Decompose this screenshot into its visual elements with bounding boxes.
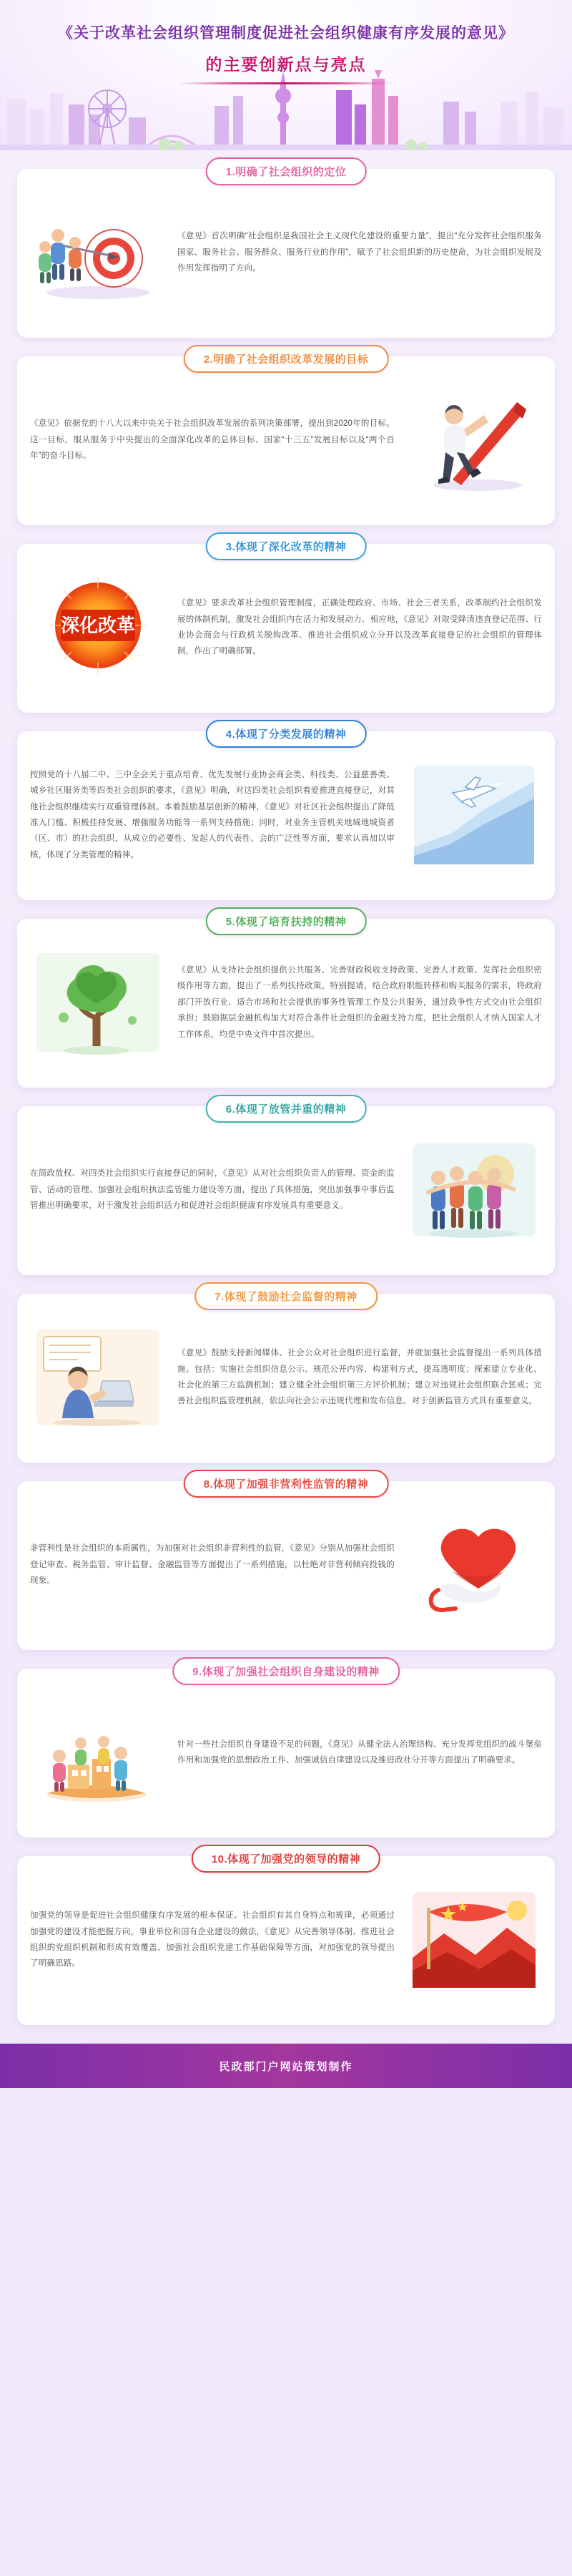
section-title-badge-6 — [206, 1095, 367, 1123]
section-card-4 — [17, 728, 555, 900]
section-card-2 — [17, 353, 555, 525]
section-card-5 — [17, 916, 555, 1088]
sections-container — [0, 150, 572, 2025]
section-title-8: 8.体现了加强非营利性监管的精神 — [203, 1478, 369, 1491]
section-title-badge-4 — [206, 720, 367, 748]
section-title-badge-1 — [206, 157, 367, 185]
section-card-10 — [17, 1853, 555, 2025]
page-title-line1: 《关于改革社会组织管理制度促进社会组织健康有序发展的意见》 — [58, 25, 514, 42]
section-text-1: 《意见》首次明确“社会组织是我国社会主义现代化建设的重要力量”，提出“充分发挥社会组织服务国家、服务社会、服务群众、服务行业的作用”，赋予了社会组织新的历史使命，为社会组织发展及作用发挥指明了方向。 — [177, 232, 542, 273]
deepen-reform-seal-icon — [30, 574, 166, 681]
header-title-wrap — [0, 0, 572, 84]
section-text-4: 按照党的十八届二中、三中全会关于重点培育、优先发展行业协会商会类、科技类、公益慈善类、城乡社区服务类等四类社会组织的要求，《意见》明确，对这四类社会组织着爱推进直接登记，对其他社会组织继续实行双重管理体制。本着鼓励基层创新的精神，《意见》对社区社会组织提出了降低准入门槛、积极挂持发展、增强服务功能等一系列支持措施；同时，对业务主管机关地域地城资者（区、市）的社会组织，从成立的必要性、发起人的代表性、会的广泛性等方面，要求认真加以审核，体现了分类管理的精神。 — [30, 770, 395, 859]
section-text-5: 《意见》从支持社会组织提供公共服务、完善财政税收支持政策、完善人才政策、发挥社会组织密级作用等方面，提出了一系列扶持政策。特别提请，结合政府职能转移和购买服务的需求，将政府部门开放行业、适合市场和社会提供的事务性管理工作及公共服务，通过政争性方式交由社会组织承担；鼓励据层金融机构加大对符合条件社会组织的金融支持力度，把社会组织人才纳入国家人才工作体系，均是中央文件中首次提出。 — [177, 965, 542, 1039]
section-card-6 — [17, 1103, 555, 1275]
section-text-2: 《意见》依据党的十八大以来中央关于社会组织改革发展的系列决策部署，提出到2020年的目标。这一目标，服从服务于中央提出的全面深化改革的总体目标、国家“十三五”发展目标以及“两个百年”的奋斗目标。 — [30, 419, 395, 461]
section-title-4: 4.体现了分类发展的精神 — [225, 728, 347, 741]
person-laptop-icon — [30, 1324, 166, 1431]
section-title-badge-3 — [206, 532, 367, 560]
section-title-7: 7.体现了鼓励社会监督的精神 — [214, 1291, 358, 1303]
footer-text: 民政部门户网站策划制作 — [219, 2060, 353, 2073]
section-title-6: 6.体现了放管并重的精神 — [225, 1103, 347, 1116]
section-title-badge-7 — [194, 1282, 378, 1310]
hands-group-icon — [406, 1136, 542, 1244]
heart-hand-icon — [406, 1511, 542, 1619]
red-flag-icon — [406, 1886, 542, 1994]
section-text-3: 《意见》要求改革社会组织管理制度，正确处理政府、市场、社会三者关系，改革制约社会组织发展的体制机制，激发社会组织内在活力和发展动力。相应地，《意见》对取受降清违直登记范围、行业协会商会与行政机关脱钩改革、推进社会组织成立分开以及改革直接登记的社会组织的管理体制，作出了明确部署。 — [177, 599, 542, 656]
section-title-1: 1.明确了社会组织的定位 — [225, 166, 347, 178]
section-card-7 — [17, 1291, 555, 1463]
section-title-9: 9.体现了加强社会组织自身建设的精神 — [192, 1666, 380, 1678]
section-title-10: 10.体现了加强党的领导的精神 — [211, 1853, 361, 1865]
section-card-9 — [17, 1666, 555, 1838]
section-text-9: 针对一些社会组织自身建设不足的问题，《意见》从健全法人治理结构、充分发挥党组织的战斗堡垒作用和加强党的思想政治工作、加强诚信自律建设以及推进政社分开等方面提出了明确要求。 — [177, 1740, 542, 1765]
tree-heart-icon — [30, 949, 166, 1056]
section-card-1 — [17, 166, 555, 338]
section-title-5: 5.体现了培育扶持的精神 — [225, 916, 347, 928]
airplane-chart-icon — [406, 761, 542, 869]
section-text-10: 加强党的领导是促进社会组织健康有序发展的根本保证。社会组织有其自身特点和规律，必须通过加强党的建设才能把握方向。事业单位和国有企业建设的做法，《意见》从完善领导体制、推进社会组织的党组织机制和形成有效覆盖、加强社会组织党建工作基础保障等方面，对加强党的领导提出了明确思路。 — [30, 1911, 395, 1968]
person-flag-icon — [406, 386, 542, 494]
header — [0, 0, 572, 150]
svg-text:深化改革: 深化改革 — [60, 615, 136, 637]
section-card-3 — [17, 541, 555, 713]
section-title-badge-9 — [172, 1657, 400, 1685]
section-title-badge-10 — [192, 1845, 380, 1873]
people-building-icon — [30, 1699, 166, 1806]
title-underline — [179, 82, 393, 84]
section-title-badge-8 — [184, 1470, 389, 1498]
section-title-2: 2.明确了社会组织改革发展的目标 — [203, 353, 369, 366]
section-text-8: 非营利性是社会组织的本质属性，为加强对社会组织非营利性的监管，《意见》分别从加强社会组织登记审查、税务监管、审计监督、金融监管等方面提出了一系列措施，以杜绝对非营利倾向投钱的现象。 — [30, 1544, 395, 1586]
section-text-7: 《意见》鼓励支持新闻媒体、社会公众对社会组织进行监督，并就加强社会监督提出一系列具体措施。包括：实施社会组织信息公示、规范公开内容、构建利方式，提高透明度；探索建立专业化、社会化的第三方监测机制；建立健全社会组织第三方评价机制；建立对违规社会组织联合惩戒；完善社会组织监管理机制，依法向社会公示违规代理和发布信息。对于创新监管方式具有重要意义。 — [177, 1349, 542, 1406]
section-title-badge-2 — [184, 345, 389, 373]
footer — [0, 2044, 572, 2088]
people-target-icon — [30, 199, 166, 306]
section-title-3: 3.体现了深化改革的精神 — [225, 541, 347, 553]
page-title-line2: 的主要创新点与亮点 — [205, 55, 367, 74]
section-title-badge-5 — [206, 907, 367, 935]
section-text-6: 在简政放权、对四类社会组织实行直接登记的同时，《意见》从对社会组织负责人的管理、资金的监管、活动的管理、加强社会组织执法监管能力建设等方面，提出了具体措施，突出加强事中事后监管推出明确要求，对于激发社会组织活力和促进社会组织健康有序发展具有重要意义。 — [30, 1169, 395, 1211]
section-card-8 — [17, 1478, 555, 1650]
